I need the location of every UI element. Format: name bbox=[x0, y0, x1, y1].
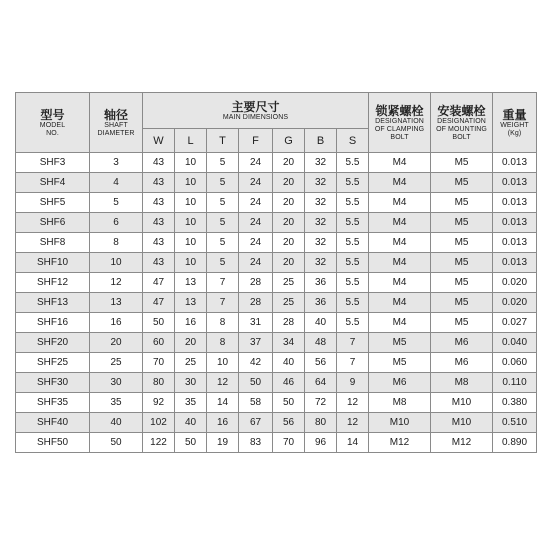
header-mount-en2: OF MOUNTING bbox=[436, 125, 487, 133]
cell-s: 5.5 bbox=[337, 253, 369, 273]
cell-mounting-bolt: M10 bbox=[431, 393, 493, 413]
table-row bbox=[16, 233, 537, 253]
table-row bbox=[16, 173, 537, 193]
cell-model: SHF3 bbox=[16, 153, 90, 173]
cell-w: 80 bbox=[143, 373, 175, 393]
cell-s: 5.5 bbox=[337, 233, 369, 253]
cell-f: 31 bbox=[239, 313, 273, 333]
header-model-en1: MODEL bbox=[39, 121, 66, 129]
cell-g: 34 bbox=[273, 333, 305, 353]
cell-mounting-bolt: M5 bbox=[431, 253, 493, 273]
header-dim-s: S bbox=[337, 129, 369, 153]
cell-shaft-diameter: 20 bbox=[90, 333, 143, 353]
cell-f: 24 bbox=[239, 253, 273, 273]
cell-model: SHF12 bbox=[16, 273, 90, 293]
cell-f: 24 bbox=[239, 153, 273, 173]
cell-f: 24 bbox=[239, 173, 273, 193]
table-row bbox=[16, 433, 537, 453]
cell-t: 7 bbox=[207, 293, 239, 313]
cell-l: 10 bbox=[175, 153, 207, 173]
cell-clamping-bolt: M4 bbox=[369, 233, 431, 253]
header-mount-en3: BOLT bbox=[452, 133, 471, 141]
cell-mounting-bolt: M5 bbox=[431, 293, 493, 313]
cell-clamping-bolt: M10 bbox=[369, 413, 431, 433]
cell-shaft-diameter: 35 bbox=[90, 393, 143, 413]
cell-shaft-diameter: 16 bbox=[90, 313, 143, 333]
cell-clamping-bolt: M5 bbox=[369, 353, 431, 373]
cell-s: 14 bbox=[337, 433, 369, 453]
cell-s: 12 bbox=[337, 393, 369, 413]
header-dim-w: W bbox=[143, 129, 175, 153]
cell-l: 13 bbox=[175, 273, 207, 293]
cell-s: 12 bbox=[337, 413, 369, 433]
header-shaft-zh: 轴径 bbox=[103, 107, 128, 122]
table-row bbox=[16, 153, 537, 173]
cell-g: 20 bbox=[273, 173, 305, 193]
cell-weight: 0.013 bbox=[493, 193, 537, 213]
cell-b: 32 bbox=[305, 253, 337, 273]
cell-g: 56 bbox=[273, 413, 305, 433]
cell-mounting-bolt: M6 bbox=[431, 353, 493, 373]
cell-b: 32 bbox=[305, 153, 337, 173]
cell-mounting-bolt: M5 bbox=[431, 213, 493, 233]
cell-w: 43 bbox=[143, 153, 175, 173]
cell-w: 43 bbox=[143, 253, 175, 273]
cell-mounting-bolt: M5 bbox=[431, 313, 493, 333]
cell-w: 50 bbox=[143, 313, 175, 333]
cell-shaft-diameter: 6 bbox=[90, 213, 143, 233]
cell-t: 5 bbox=[207, 193, 239, 213]
header-main-en: MAIN DIMENSIONS bbox=[222, 113, 289, 121]
table-row bbox=[16, 213, 537, 233]
cell-mounting-bolt: M5 bbox=[431, 193, 493, 213]
cell-weight: 0.380 bbox=[493, 393, 537, 413]
cell-g: 20 bbox=[273, 253, 305, 273]
header-dim-t: T bbox=[207, 129, 239, 153]
cell-weight: 0.013 bbox=[493, 233, 537, 253]
cell-mounting-bolt: M5 bbox=[431, 273, 493, 293]
cell-b: 32 bbox=[305, 213, 337, 233]
cell-f: 28 bbox=[239, 273, 273, 293]
cell-s: 5.5 bbox=[337, 153, 369, 173]
table-row bbox=[16, 373, 537, 393]
cell-w: 102 bbox=[143, 413, 175, 433]
cell-mounting-bolt: M5 bbox=[431, 233, 493, 253]
cell-s: 7 bbox=[337, 333, 369, 353]
header-model-en2: NO. bbox=[46, 129, 59, 137]
header-dim-l: L bbox=[175, 129, 207, 153]
cell-g: 46 bbox=[273, 373, 305, 393]
cell-w: 70 bbox=[143, 353, 175, 373]
cell-s: 5.5 bbox=[337, 273, 369, 293]
cell-b: 56 bbox=[305, 353, 337, 373]
header-clamp-zh: 锁紧螺栓 bbox=[375, 103, 424, 118]
table-row bbox=[16, 313, 537, 333]
header-shaft-en2: DIAMETER bbox=[97, 129, 135, 137]
header-main-dimensions bbox=[143, 93, 369, 129]
cell-g: 25 bbox=[273, 293, 305, 313]
cell-weight: 0.020 bbox=[493, 273, 537, 293]
header-mount-zh: 安装螺栓 bbox=[437, 103, 486, 118]
cell-b: 40 bbox=[305, 313, 337, 333]
cell-b: 64 bbox=[305, 373, 337, 393]
cell-b: 32 bbox=[305, 173, 337, 193]
cell-shaft-diameter: 12 bbox=[90, 273, 143, 293]
table-row bbox=[16, 333, 537, 353]
cell-w: 92 bbox=[143, 393, 175, 413]
cell-f: 67 bbox=[239, 413, 273, 433]
cell-model: SHF30 bbox=[16, 373, 90, 393]
cell-shaft-diameter: 10 bbox=[90, 253, 143, 273]
header-clamp-en2: OF CLAMPING bbox=[374, 125, 425, 133]
cell-shaft-diameter: 3 bbox=[90, 153, 143, 173]
cell-model: SHF13 bbox=[16, 293, 90, 313]
cell-w: 122 bbox=[143, 433, 175, 453]
cell-w: 47 bbox=[143, 273, 175, 293]
cell-l: 10 bbox=[175, 213, 207, 233]
cell-model: SHF50 bbox=[16, 433, 90, 453]
cell-b: 32 bbox=[305, 233, 337, 253]
cell-model: SHF6 bbox=[16, 213, 90, 233]
header-row-top bbox=[16, 93, 537, 129]
cell-shaft-diameter: 25 bbox=[90, 353, 143, 373]
cell-shaft-diameter: 30 bbox=[90, 373, 143, 393]
cell-clamping-bolt: M12 bbox=[369, 433, 431, 453]
cell-t: 5 bbox=[207, 233, 239, 253]
table-body bbox=[16, 153, 537, 453]
header-dim-f: F bbox=[239, 129, 273, 153]
cell-w: 47 bbox=[143, 293, 175, 313]
cell-weight: 0.013 bbox=[493, 173, 537, 193]
cell-f: 58 bbox=[239, 393, 273, 413]
header-weight-en2: (Kg) bbox=[507, 129, 522, 137]
cell-l: 50 bbox=[175, 433, 207, 453]
cell-l: 30 bbox=[175, 373, 207, 393]
cell-model: SHF16 bbox=[16, 313, 90, 333]
cell-g: 28 bbox=[273, 313, 305, 333]
header-clamping-bolt bbox=[369, 93, 431, 153]
cell-clamping-bolt: M4 bbox=[369, 193, 431, 213]
cell-s: 5.5 bbox=[337, 293, 369, 313]
cell-s: 5.5 bbox=[337, 213, 369, 233]
cell-s: 5.5 bbox=[337, 313, 369, 333]
header-model bbox=[16, 93, 90, 153]
cell-f: 50 bbox=[239, 373, 273, 393]
cell-clamping-bolt: M4 bbox=[369, 273, 431, 293]
cell-weight: 0.013 bbox=[493, 153, 537, 173]
cell-l: 16 bbox=[175, 313, 207, 333]
cell-t: 7 bbox=[207, 273, 239, 293]
header-mounting-bolt bbox=[431, 93, 493, 153]
cell-f: 37 bbox=[239, 333, 273, 353]
cell-l: 25 bbox=[175, 353, 207, 373]
cell-mounting-bolt: M5 bbox=[431, 153, 493, 173]
cell-t: 14 bbox=[207, 393, 239, 413]
cell-weight: 0.890 bbox=[493, 433, 537, 453]
cell-shaft-diameter: 4 bbox=[90, 173, 143, 193]
cell-g: 20 bbox=[273, 233, 305, 253]
table-row bbox=[16, 413, 537, 433]
cell-model: SHF5 bbox=[16, 193, 90, 213]
header-weight bbox=[493, 93, 537, 153]
cell-clamping-bolt: M4 bbox=[369, 213, 431, 233]
cell-w: 43 bbox=[143, 173, 175, 193]
cell-l: 20 bbox=[175, 333, 207, 353]
cell-weight: 0.013 bbox=[493, 253, 537, 273]
cell-l: 10 bbox=[175, 173, 207, 193]
cell-mounting-bolt: M5 bbox=[431, 173, 493, 193]
cell-l: 13 bbox=[175, 293, 207, 313]
cell-t: 16 bbox=[207, 413, 239, 433]
cell-weight: 0.110 bbox=[493, 373, 537, 393]
table-row bbox=[16, 393, 537, 413]
cell-b: 80 bbox=[305, 413, 337, 433]
shaft-support-spec-table bbox=[15, 92, 537, 453]
cell-b: 96 bbox=[305, 433, 337, 453]
table-row bbox=[16, 273, 537, 293]
cell-t: 8 bbox=[207, 313, 239, 333]
header-model-zh: 型号 bbox=[40, 107, 65, 122]
cell-weight: 0.060 bbox=[493, 353, 537, 373]
cell-g: 20 bbox=[273, 193, 305, 213]
cell-t: 8 bbox=[207, 333, 239, 353]
cell-clamping-bolt: M4 bbox=[369, 293, 431, 313]
cell-model: SHF35 bbox=[16, 393, 90, 413]
cell-shaft-diameter: 40 bbox=[90, 413, 143, 433]
cell-s: 9 bbox=[337, 373, 369, 393]
cell-weight: 0.013 bbox=[493, 213, 537, 233]
cell-g: 20 bbox=[273, 153, 305, 173]
cell-t: 5 bbox=[207, 173, 239, 193]
cell-clamping-bolt: M6 bbox=[369, 373, 431, 393]
cell-mounting-bolt: M12 bbox=[431, 433, 493, 453]
cell-w: 43 bbox=[143, 233, 175, 253]
header-weight-en1: WEIGHT bbox=[500, 121, 529, 129]
cell-t: 12 bbox=[207, 373, 239, 393]
cell-b: 36 bbox=[305, 273, 337, 293]
cell-model: SHF4 bbox=[16, 173, 90, 193]
header-shaft-diameter bbox=[90, 93, 143, 153]
header-clamp-en1: DESIGNATION bbox=[375, 117, 424, 125]
cell-f: 83 bbox=[239, 433, 273, 453]
cell-model: SHF40 bbox=[16, 413, 90, 433]
cell-s: 5.5 bbox=[337, 173, 369, 193]
cell-t: 5 bbox=[207, 153, 239, 173]
cell-b: 72 bbox=[305, 393, 337, 413]
cell-s: 7 bbox=[337, 353, 369, 373]
header-weight-zh: 重量 bbox=[502, 107, 527, 122]
cell-t: 19 bbox=[207, 433, 239, 453]
cell-b: 32 bbox=[305, 193, 337, 213]
cell-model: SHF25 bbox=[16, 353, 90, 373]
cell-shaft-diameter: 50 bbox=[90, 433, 143, 453]
cell-w: 60 bbox=[143, 333, 175, 353]
cell-clamping-bolt: M8 bbox=[369, 393, 431, 413]
cell-mounting-bolt: M8 bbox=[431, 373, 493, 393]
cell-b: 48 bbox=[305, 333, 337, 353]
table-row bbox=[16, 293, 537, 313]
cell-weight: 0.510 bbox=[493, 413, 537, 433]
table-row bbox=[16, 253, 537, 273]
cell-g: 40 bbox=[273, 353, 305, 373]
cell-f: 24 bbox=[239, 193, 273, 213]
cell-f: 24 bbox=[239, 213, 273, 233]
header-clamp-en3: BOLT bbox=[390, 133, 409, 141]
cell-s: 5.5 bbox=[337, 193, 369, 213]
cell-clamping-bolt: M4 bbox=[369, 153, 431, 173]
cell-g: 70 bbox=[273, 433, 305, 453]
cell-model: SHF8 bbox=[16, 233, 90, 253]
header-dim-g: G bbox=[273, 129, 305, 153]
cell-model: SHF20 bbox=[16, 333, 90, 353]
cell-weight: 0.020 bbox=[493, 293, 537, 313]
cell-w: 43 bbox=[143, 193, 175, 213]
table-row bbox=[16, 193, 537, 213]
cell-g: 20 bbox=[273, 213, 305, 233]
cell-weight: 0.027 bbox=[493, 313, 537, 333]
cell-weight: 0.040 bbox=[493, 333, 537, 353]
cell-l: 10 bbox=[175, 193, 207, 213]
cell-w: 43 bbox=[143, 213, 175, 233]
header-shaft-en1: SHAFT bbox=[104, 121, 128, 129]
cell-g: 50 bbox=[273, 393, 305, 413]
cell-l: 10 bbox=[175, 233, 207, 253]
cell-t: 10 bbox=[207, 353, 239, 373]
cell-mounting-bolt: M6 bbox=[431, 333, 493, 353]
cell-clamping-bolt: M4 bbox=[369, 313, 431, 333]
cell-t: 5 bbox=[207, 213, 239, 233]
table-row bbox=[16, 353, 537, 373]
cell-shaft-diameter: 5 bbox=[90, 193, 143, 213]
cell-b: 36 bbox=[305, 293, 337, 313]
cell-l: 35 bbox=[175, 393, 207, 413]
cell-g: 25 bbox=[273, 273, 305, 293]
cell-clamping-bolt: M4 bbox=[369, 173, 431, 193]
cell-model: SHF10 bbox=[16, 253, 90, 273]
cell-clamping-bolt: M4 bbox=[369, 253, 431, 273]
cell-clamping-bolt: M5 bbox=[369, 333, 431, 353]
header-dim-b: B bbox=[305, 129, 337, 153]
cell-shaft-diameter: 13 bbox=[90, 293, 143, 313]
cell-f: 24 bbox=[239, 233, 273, 253]
header-mount-en1: DESIGNATION bbox=[437, 117, 486, 125]
cell-l: 40 bbox=[175, 413, 207, 433]
cell-f: 42 bbox=[239, 353, 273, 373]
cell-l: 10 bbox=[175, 253, 207, 273]
header-main-zh: 主要尺寸 bbox=[231, 99, 280, 114]
cell-mounting-bolt: M10 bbox=[431, 413, 493, 433]
cell-f: 28 bbox=[239, 293, 273, 313]
cell-t: 5 bbox=[207, 253, 239, 273]
cell-shaft-diameter: 8 bbox=[90, 233, 143, 253]
